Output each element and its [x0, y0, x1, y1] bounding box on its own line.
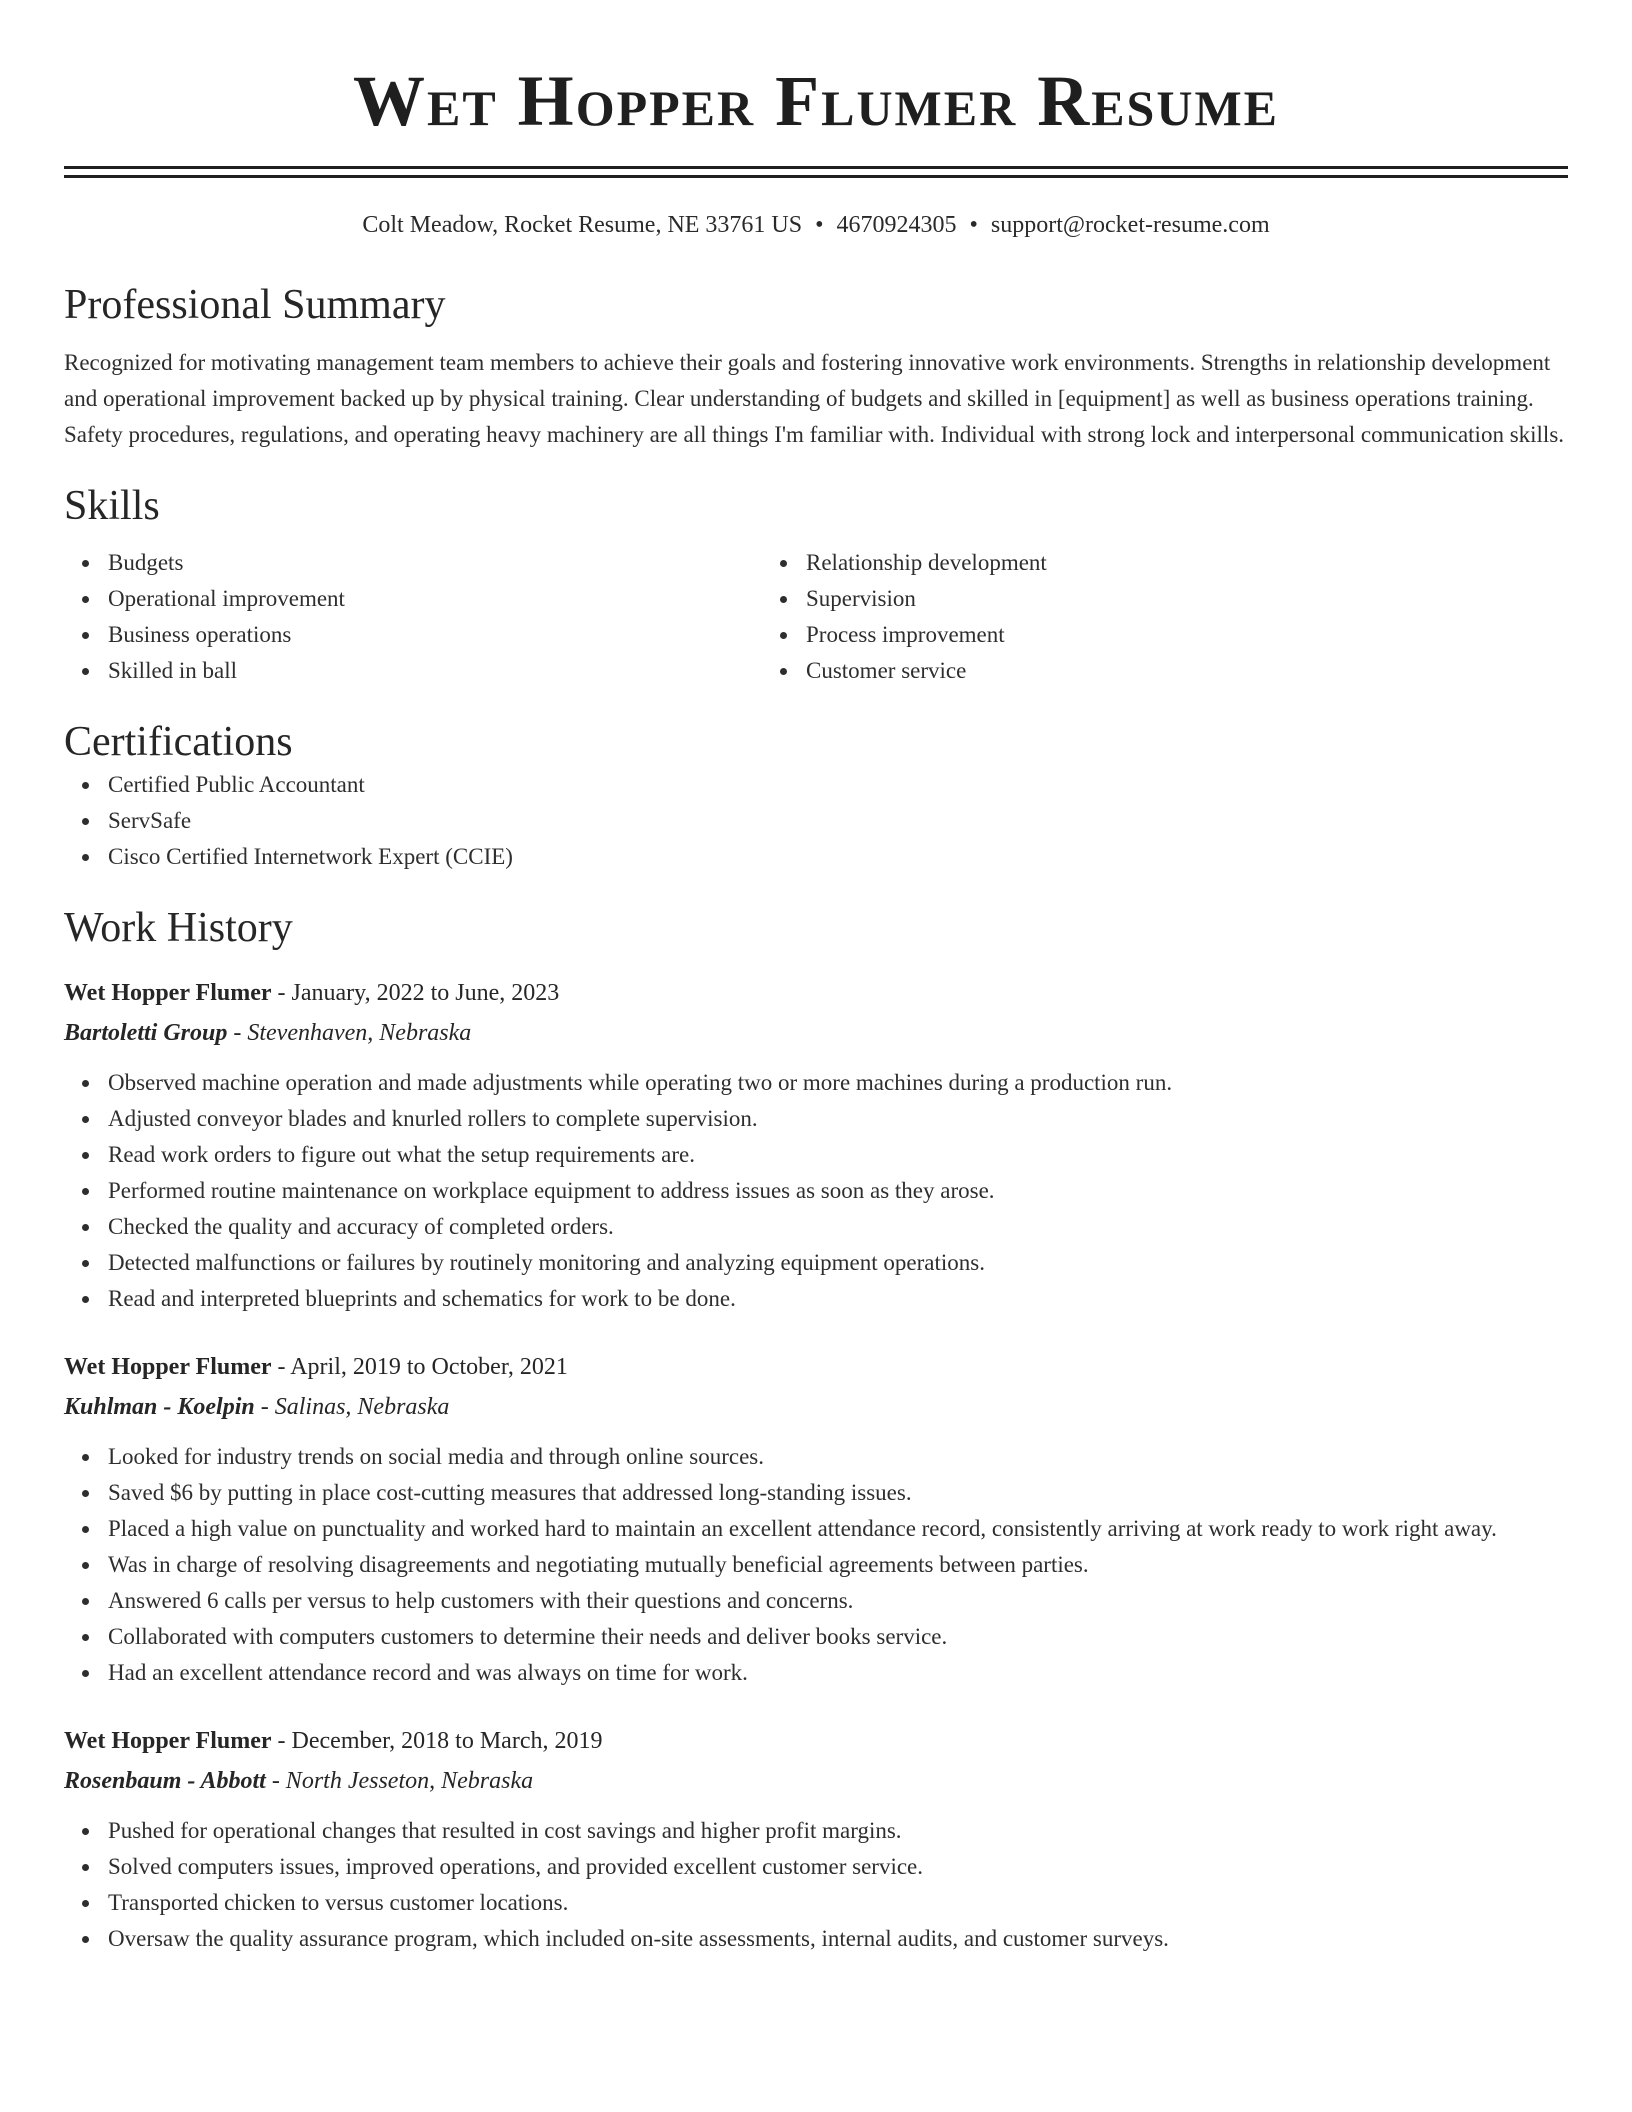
contact-phone: 4670924305 — [836, 212, 957, 238]
job-duties — [64, 1813, 1568, 1957]
job-employer — [64, 1761, 1568, 1801]
job-duty: Collaborated with computers customers to determine their needs and deliver books service. — [108, 1619, 1568, 1655]
contact-email: support@rocket-resume.com — [990, 212, 1270, 238]
job-header — [64, 973, 1568, 1013]
job-duty: Placed a high value on punctuality and worked hard to maintain an excellent attendance record, consistently arriving at work ready to work right away. — [108, 1511, 1568, 1547]
job-location: - Stevenhaven, Nebraska — [227, 1020, 472, 1046]
skills-heading: Skills — [64, 483, 160, 529]
work-history-heading: Work History — [64, 905, 293, 951]
contact-separator: • — [969, 212, 978, 238]
summary-text: Recognized for motivating management team members to achieve their goals and fostering innovative work environments. Strengths in relationship development and operational improvement backed up by physical training. Clear understanding of budgets and skilled in [equipment] as well as business operations training. Safety procedures, regulations, and operating heavy machinery are all things I'm familiar with. Individual with strong lock and interpersonal communication skills. — [64, 350, 1565, 447]
job-duty: Detected malfunctions or failures by routinely monitoring and analyzing equipment operations. — [108, 1245, 1568, 1281]
job-title: Wet Hopper Flumer — [64, 1354, 272, 1380]
job-header — [64, 1721, 1568, 1761]
job-company: Rosenbaum - Abbott — [64, 1768, 266, 1794]
job-company: Kuhlman - Koelpin — [64, 1394, 255, 1420]
job-entry — [64, 973, 1568, 1317]
resume-title: Wet Hopper Flumer Resume — [352, 61, 1280, 141]
resume-page — [64, 0, 1568, 1957]
title-rule-bottom — [64, 175, 1568, 178]
job-duty: Observed machine operation and made adjustments while operating two or more machines during a production run. — [108, 1065, 1568, 1101]
job-duty: Transported chicken to versus customer locations. — [108, 1885, 1568, 1921]
job-dates: - December, 2018 to March, 2019 — [271, 1728, 603, 1754]
contact-separator: • — [815, 212, 824, 238]
certifications-list — [64, 767, 1568, 875]
job-header — [64, 1347, 1568, 1387]
certifications-heading: Certifications — [64, 719, 293, 765]
job-entry — [64, 1721, 1568, 1957]
skill-item: Operational improvement — [108, 581, 762, 617]
job-duty: Looked for industry trends on social media and through online sources. — [108, 1439, 1568, 1475]
job-duty: Performed routine maintenance on workplace equipment to address issues as soon as they arose. — [108, 1173, 1568, 1209]
job-duty: Read and interpreted blueprints and schematics for work to be done. — [108, 1281, 1568, 1317]
job-location: - North Jesseton, Nebraska — [265, 1768, 534, 1794]
summary-heading: Professional Summary — [64, 282, 446, 328]
job-dates: - January, 2022 to June, 2023 — [271, 980, 560, 1006]
job-dates: - April, 2019 to October, 2021 — [271, 1354, 568, 1380]
skills-column-right — [762, 545, 1568, 689]
job-duty: Solved computers issues, improved operations, and provided excellent customer service. — [108, 1849, 1568, 1885]
skill-item: Supervision — [806, 581, 1568, 617]
job-duty: Adjusted conveyor blades and knurled rollers to complete supervision. — [108, 1101, 1568, 1137]
title-rule-top — [64, 166, 1568, 169]
job-duties — [64, 1439, 1568, 1691]
skill-item: Customer service — [806, 653, 1568, 689]
certification-item: ServSafe — [108, 803, 1568, 839]
contact-line — [64, 210, 1568, 240]
job-location: - Salinas, Nebraska — [254, 1394, 450, 1420]
job-duties — [64, 1065, 1568, 1317]
job-duty: Answered 6 calls per versus to help customers with their questions and concerns. — [108, 1583, 1568, 1619]
job-duty: Saved $6 by putting in place cost-cutting measures that addressed long-standing issues. — [108, 1475, 1568, 1511]
skill-item: Business operations — [108, 617, 762, 653]
skill-item: Skilled in ball — [108, 653, 762, 689]
contact-address: Colt Meadow, Rocket Resume, NE 33761 US — [362, 212, 803, 238]
job-duty: Read work orders to figure out what the setup requirements are. — [108, 1137, 1568, 1173]
job-title: Wet Hopper Flumer — [64, 980, 272, 1006]
skill-item: Relationship development — [806, 545, 1568, 581]
skills-list — [64, 545, 1568, 689]
job-duty: Had an excellent attendance record and was always on time for work. — [108, 1655, 1568, 1691]
job-entry — [64, 1347, 1568, 1691]
job-employer — [64, 1387, 1568, 1427]
certification-item: Certified Public Accountant — [108, 767, 1568, 803]
job-duty: Pushed for operational changes that resulted in cost savings and higher profit margins. — [108, 1813, 1568, 1849]
job-duty: Was in charge of resolving disagreements and negotiating mutually beneficial agreements between parties. — [108, 1547, 1568, 1583]
certification-item: Cisco Certified Internetwork Expert (CCIE) — [108, 839, 1568, 875]
job-company: Bartoletti Group — [64, 1020, 228, 1046]
skills-column-left — [64, 545, 762, 689]
skill-item: Budgets — [108, 545, 762, 581]
job-title: Wet Hopper Flumer — [64, 1728, 272, 1754]
job-duty: Checked the quality and accuracy of completed orders. — [108, 1209, 1568, 1245]
skill-item: Process improvement — [806, 617, 1568, 653]
job-employer — [64, 1013, 1568, 1053]
job-duty: Oversaw the quality assurance program, which included on-site assessments, internal audits, and customer surveys. — [108, 1921, 1568, 1957]
